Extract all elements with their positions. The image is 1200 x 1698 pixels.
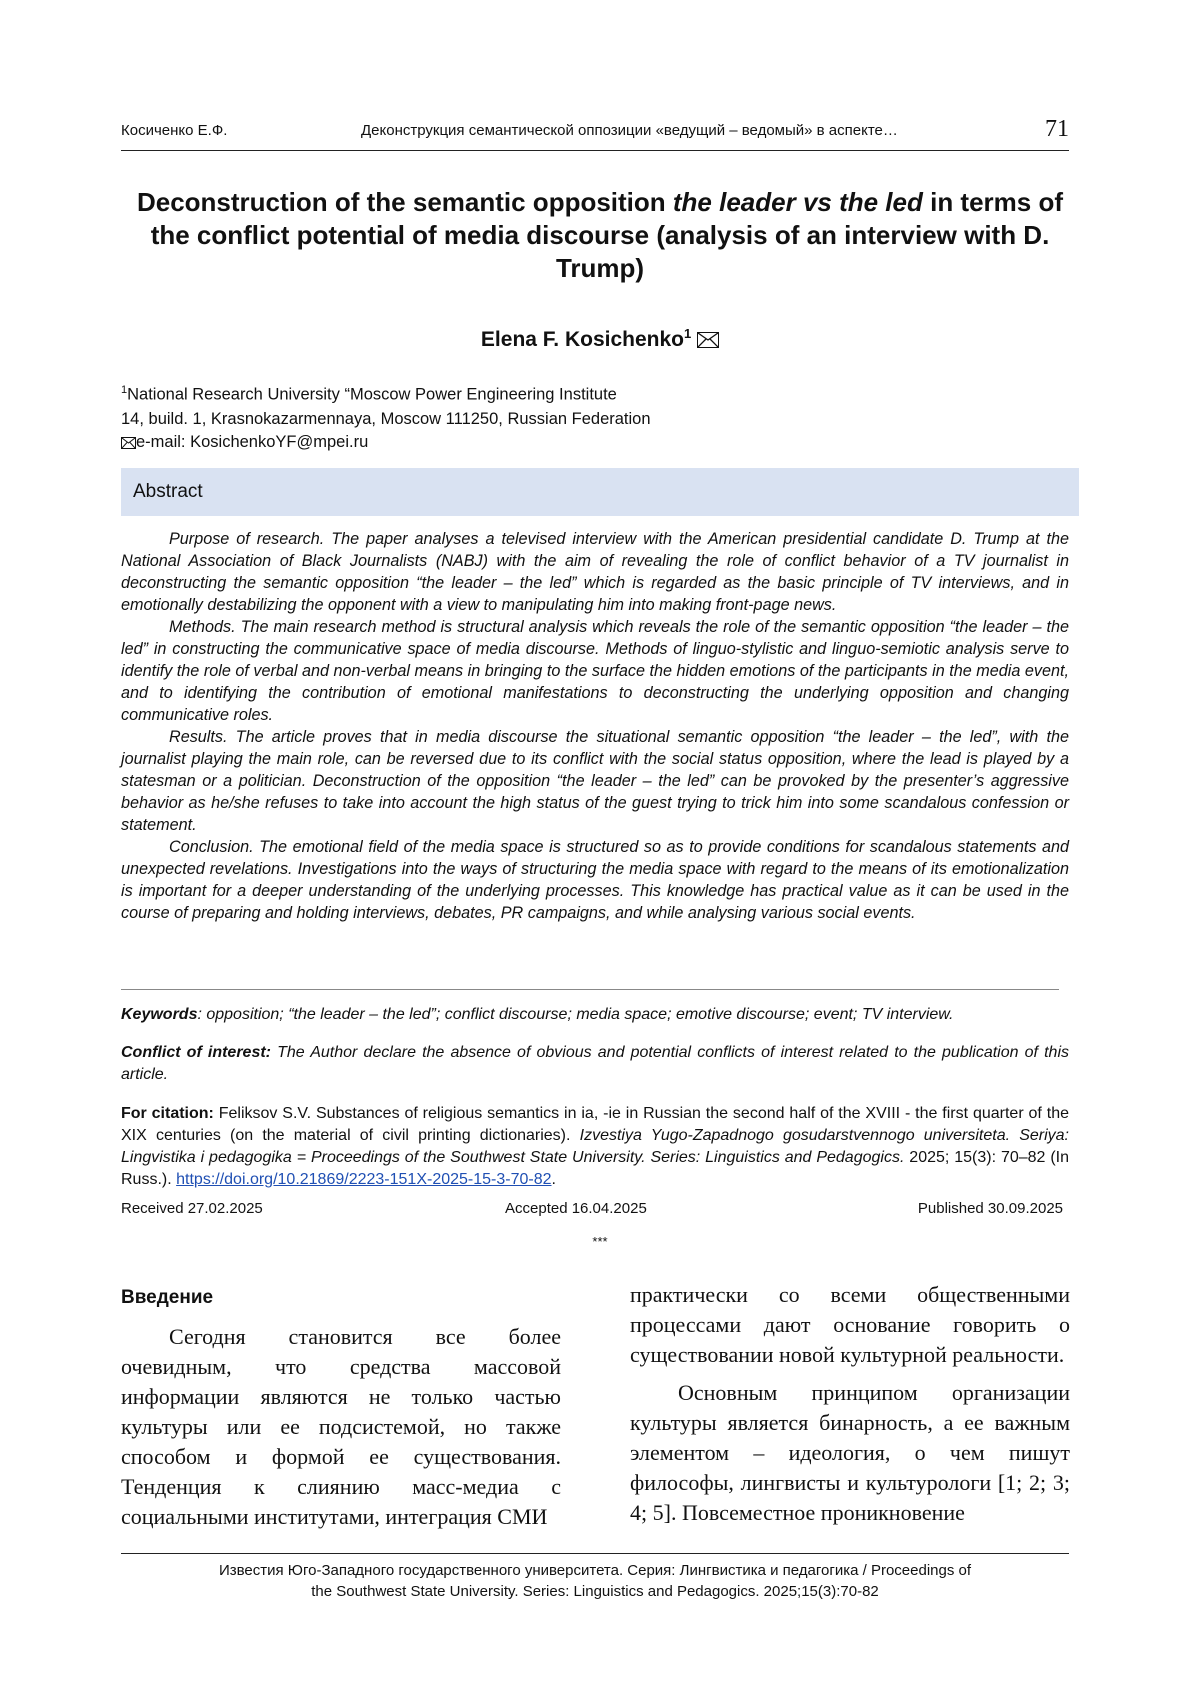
published-date: Published 30.09.2025 [917, 1200, 1063, 1217]
abstract-methods: Methods. The main research method is structural analysis which reveals the role of the semantic opposition “the leader – the led” in constructing the communicative space of media discourse. Methods of linguo-stylistic and linguo-semiotic analysis serve to identify the role of verbal and non-verbal means in bringing to the surface the hidden emotions of the participants in the media event, and to identifying the contribution of emotional manifestations to deconstructing the underlying opposition and changing communicative roles. [121, 618, 1069, 724]
abstract-results: Results. The article proves that in media discourse the situational semantic opposition “the leader – the led”, with the journalist playing the main role, can be reversed due to its conflict with the social status opposition, where the lead is played by a statesman or a politician. Deconstruction of the opposition “the leader – the led” can be provoked by the presenter’s aggressive behavior as he/she refuses to take into account the high status of the guest trying to trick him into some scandalous confession or statement. [121, 728, 1069, 834]
abstract-purpose: Purpose of research. The paper analyses a televised interview with the American presidential candidate D. Trump at the National Association of Black Journalists (NABJ) with the aim of revealing the role of conflict behavior of a TV journalist in deconstructing the semantic opposition “the leader – the led” which is regarded as the basic principle of TV interviews, and in emotionally destabilizing the opponent with a view to manipulating him into making front-page news. [121, 530, 1069, 614]
citation-text: Feliksov S.V. Substances of religious semantics in ia, -ie in Russian the second half of the XVIII - the first quarter of the XIX centuries (on the material of civil printing dictionaries). [121, 1105, 1069, 1144]
running-header [121, 116, 1069, 151]
title-part2: in terms of the conflict potential of media discourse (analysis of an interview with D. Trump) [150, 187, 1064, 283]
footer-line2: the Southwest State University. Series: Linguistics and Pedagogics. 2025;15(3):70-82 [311, 1583, 879, 1600]
footer-divider [121, 1553, 1069, 1554]
affiliation-line2: 14, build. 1, Krasnokazarmennaya, Moscow 111250, Russian Federation [121, 409, 651, 428]
accepted-date: Accepted 16.04.2025 [505, 1200, 647, 1217]
intro-paragraph-left: Сегодня становится все более очевидным, что средства массовой информации являются не только частью культуры или ее подсистемой, но также способом и формой ее существования. Тенденция к слиянию масс-медиа с социальными институтами, интеграция СМИ [121, 1324, 561, 1529]
intro-paragraph-right-2: Основным принципом организации культуры является бинарность, а ее важным элементом – идеология, о чем пишут философы, лингвисты и культурологи [1; 2; 3; 4; 5]. Повсеместное проникновение [630, 1380, 1070, 1525]
citation-details: 2025; 15(3): 70–82 (In Russ.). [121, 1149, 1070, 1188]
conflict-label: Conflict of interest: [121, 1044, 272, 1061]
author-sup: 1 [683, 326, 692, 341]
body-column-right [630, 1280, 1070, 1528]
keywords-label: Keywords [121, 1006, 198, 1023]
keywords-text: : opposition; “the leader – the led”; conflict discourse; media space; emotive discourse; event; TV interview. [197, 1006, 954, 1023]
citation-journal: Izvestiya Yugo-Zapadnogo gosudarstvennogo universiteta. Seriya: Lingvistika i pedagogika = Proceedings of the Southwest State University. Series: Linguistics and Pedagogics. [121, 1127, 1070, 1166]
author-name-text: Elena F. Kosichenko [480, 328, 684, 351]
conflict-text: The Author declare the absence of obvious and potential conflicts of interest related to the publication of this article. [121, 1044, 1069, 1083]
citation-end: . [551, 1171, 556, 1188]
doi-link[interactable]: https://doi.org/10.21869/2223-151X-2025-15-3-70-82 [176, 1171, 552, 1188]
section-separator: *** [592, 1234, 608, 1249]
affiliation-sup: 1 [121, 384, 128, 396]
affiliation [121, 378, 651, 431]
envelope-small-icon [121, 437, 136, 449]
abstract-body [121, 528, 1069, 924]
abstract-divider [121, 989, 1059, 990]
affiliation-line1: National Research University “Moscow Power Engineering Institute [127, 385, 617, 404]
envelope-icon [697, 332, 719, 348]
journal-footer [121, 1560, 1069, 1602]
author-name [0, 326, 1200, 352]
footer-line1: Известия Юго-Западного государственного университета. Серия: Лингвистика и педагогика / Proceedings of [218, 1562, 972, 1579]
conflict-of-interest [121, 1042, 1069, 1086]
citation [121, 1103, 1069, 1191]
email-text: e-mail: KosichenkoYF@mpei.ru [136, 433, 369, 451]
keywords [121, 1004, 1069, 1026]
header-running-title: Деконструкция семантической оппозиции «ведущий – ведомый» в аспекте… [361, 122, 898, 139]
abstract-heading-bar [121, 468, 1079, 516]
abstract-conclusion: Conclusion. The emotional field of the media space is structured so as to provide conditions for scandalous statements and unexpected revelations. Investigations into the ways of structuring the media space with regard to the means of its emotionalization is important for a deeper understanding of the underlying processes. This knowledge has practical value as it can be used in the course of preparing and holding interviews, debates, PR campaigns, and while analysing various social events. [121, 838, 1069, 922]
intro-heading: Введение [121, 1287, 214, 1308]
article-title [130, 186, 1070, 285]
received-date: Received 27.02.2025 [121, 1200, 263, 1217]
title-part1: Deconstruction of the semantic opposition [136, 187, 673, 217]
page-number: 71 [1045, 116, 1069, 142]
title-italic: the leader vs the led [672, 187, 923, 217]
intro-paragraph-right-1: практически со всеми общественными процессами дают основание говорить о существовании новой культурной реальности. [630, 1282, 1070, 1367]
abstract-heading: Abstract [133, 481, 203, 502]
body-column-left [121, 1286, 561, 1532]
citation-label: For citation: [121, 1105, 214, 1122]
header-author: Косиченко Е.Ф. [121, 122, 228, 139]
email-line [121, 433, 368, 452]
